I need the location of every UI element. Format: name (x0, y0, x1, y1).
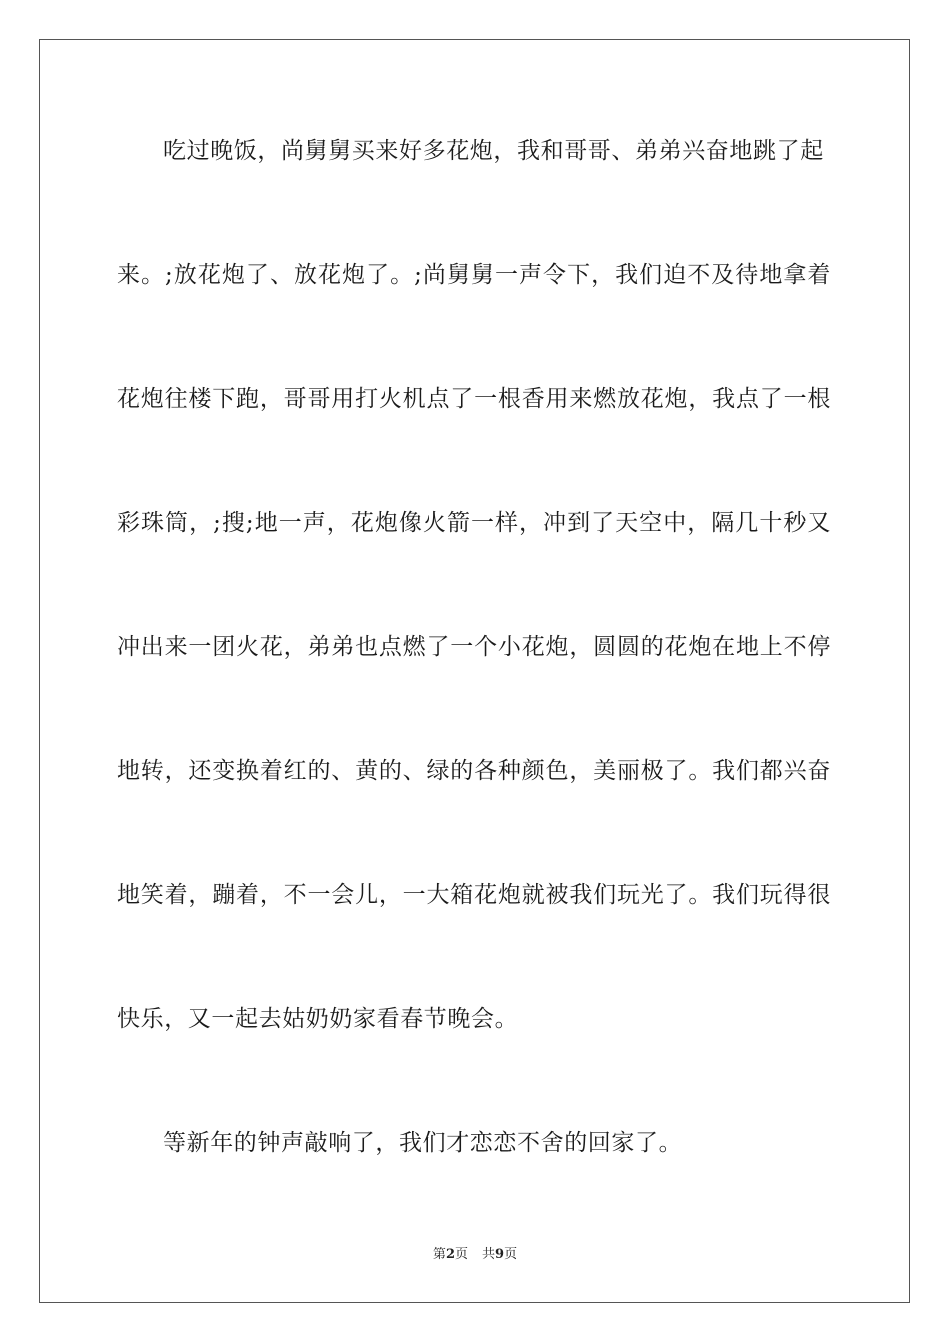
paragraph-line: 地笑着，蹦着，不一会儿，一大箱花炮就被我们玩光了。我们玩得很 (117, 882, 831, 908)
page-number: 2 (445, 1247, 455, 1262)
paragraph-line: 彩珠筒，;搜;地一声，花炮像火箭一样，冲到了天空中，隔几十秒又 (117, 510, 831, 536)
paragraph-line: 快乐，又一起去姑奶奶家看春节晚会。 (117, 1006, 519, 1032)
page-footer (0, 1247, 950, 1263)
page-suffix: 页 (454, 1247, 468, 1262)
paragraph-line: 地转，还变换着红的、黄的、绿的各种颜色，美丽极了。我们都兴奋 (117, 758, 831, 784)
paragraph-line: 等新年的钟声敲响了，我们才恋恋不舍的回家了。 (163, 1130, 683, 1156)
total-suffix: 页 (504, 1247, 518, 1262)
page-frame (39, 39, 910, 1303)
total-prefix: 共 (482, 1247, 496, 1262)
page-prefix: 第 (432, 1247, 446, 1262)
total-pages: 9 (495, 1247, 505, 1262)
paragraph-line: 花炮往楼下跑，哥哥用打火机点了一根香用来燃放花炮，我点了一根 (117, 386, 831, 412)
paragraph-line: 来。;放花炮了、放花炮了。;尚舅舅一声令下，我们迫不及待地拿着 (117, 262, 831, 288)
paragraph-line: 冲出来一团火花，弟弟也点燃了一个小花炮，圆圆的花炮在地上不停 (117, 634, 831, 660)
paragraph-line: 吃过晚饭，尚舅舅买来好多花炮，我和哥哥、弟弟兴奋地跳了起 (163, 138, 824, 164)
